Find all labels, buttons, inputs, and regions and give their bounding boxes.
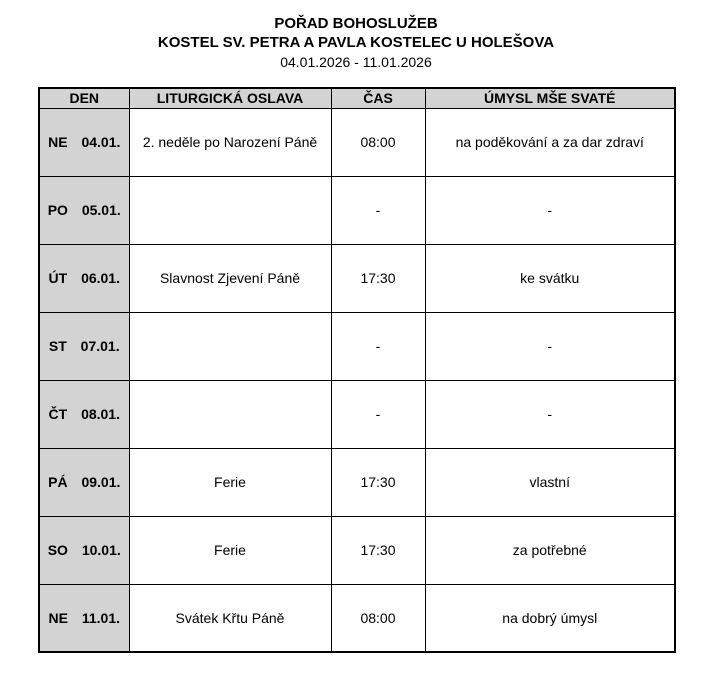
intention-cell: na dobrý úmysl bbox=[425, 584, 675, 652]
day-date: 05.01. bbox=[81, 202, 121, 218]
day-date: 08.01. bbox=[81, 406, 120, 422]
column-header-oslava: LITURGICKÁ OSLAVA bbox=[129, 88, 331, 108]
day-date: 07.01. bbox=[80, 338, 120, 354]
day-date: 09.01. bbox=[81, 474, 121, 490]
time-cell: - bbox=[331, 380, 425, 448]
table-row bbox=[39, 380, 675, 448]
intention-cell: vlastní bbox=[425, 448, 675, 516]
day-date: 06.01. bbox=[81, 270, 120, 286]
intention-cell: - bbox=[425, 380, 675, 448]
liturgy-cell: Ferie bbox=[129, 448, 331, 516]
table-row bbox=[39, 584, 675, 652]
day-cell bbox=[39, 312, 129, 380]
document-title: POŘAD BOHOSLUŽEB bbox=[274, 15, 438, 32]
liturgy-cell: Svátek Křtu Páně bbox=[129, 584, 331, 652]
day-abbrev: NE bbox=[48, 134, 68, 150]
time-cell: - bbox=[331, 176, 425, 244]
day-abbrev: SO bbox=[47, 542, 68, 558]
table-header-row bbox=[39, 88, 675, 108]
liturgy-cell bbox=[129, 312, 331, 380]
day-cell bbox=[39, 108, 129, 176]
day-cell bbox=[39, 516, 129, 584]
day-date: 04.01. bbox=[81, 134, 121, 150]
day-abbrev: ČT bbox=[48, 406, 68, 422]
document-header bbox=[0, 0, 712, 72]
day-cell bbox=[39, 244, 129, 312]
time-cell: 17:30 bbox=[331, 448, 425, 516]
column-header-cas: ČAS bbox=[331, 88, 425, 108]
intention-cell: na poděkování a za dar zdraví bbox=[425, 108, 675, 176]
day-abbrev: PO bbox=[47, 202, 68, 218]
day-abbrev: PÁ bbox=[48, 474, 68, 490]
intention-cell: - bbox=[425, 312, 675, 380]
liturgy-cell bbox=[129, 176, 331, 244]
time-cell: 17:30 bbox=[331, 516, 425, 584]
date-range: 04.01.2026 - 11.01.2026 bbox=[280, 54, 432, 70]
day-cell bbox=[39, 584, 129, 652]
table-row bbox=[39, 312, 675, 380]
day-cell bbox=[39, 176, 129, 244]
table-row bbox=[39, 108, 675, 176]
liturgy-cell: Ferie bbox=[129, 516, 331, 584]
day-date: 11.01. bbox=[81, 609, 120, 626]
time-cell: 08:00 bbox=[331, 584, 425, 652]
table-row bbox=[39, 516, 675, 584]
day-abbrev: ST bbox=[48, 338, 67, 354]
time-cell: 08:00 bbox=[331, 108, 425, 176]
column-header-umysl: ÚMYSL MŠE SVATÉ bbox=[425, 88, 675, 108]
table-row bbox=[39, 176, 675, 244]
day-abbrev: ÚT bbox=[48, 270, 68, 286]
day-abbrev: NE bbox=[48, 609, 68, 626]
day-cell bbox=[39, 380, 129, 448]
time-cell: 17:30 bbox=[331, 244, 425, 312]
intention-cell: ke svátku bbox=[425, 244, 675, 312]
column-header-den: DEN bbox=[39, 88, 129, 108]
day-date: 10.01. bbox=[81, 542, 121, 558]
schedule-table bbox=[38, 87, 676, 653]
liturgy-cell: 2. neděle po Narození Páně bbox=[129, 108, 331, 176]
day-cell bbox=[39, 448, 129, 516]
church-name: KOSTEL SV. PETRA A PAVLA KOSTELEC U HOLEŠOVA bbox=[157, 34, 555, 51]
table-row bbox=[39, 448, 675, 516]
time-cell: - bbox=[331, 312, 425, 380]
liturgy-cell: Slavnost Zjevení Páně bbox=[129, 244, 331, 312]
intention-cell: za potřebné bbox=[425, 516, 675, 584]
table-row bbox=[39, 244, 675, 312]
liturgy-cell bbox=[129, 380, 331, 448]
intention-cell: - bbox=[425, 176, 675, 244]
